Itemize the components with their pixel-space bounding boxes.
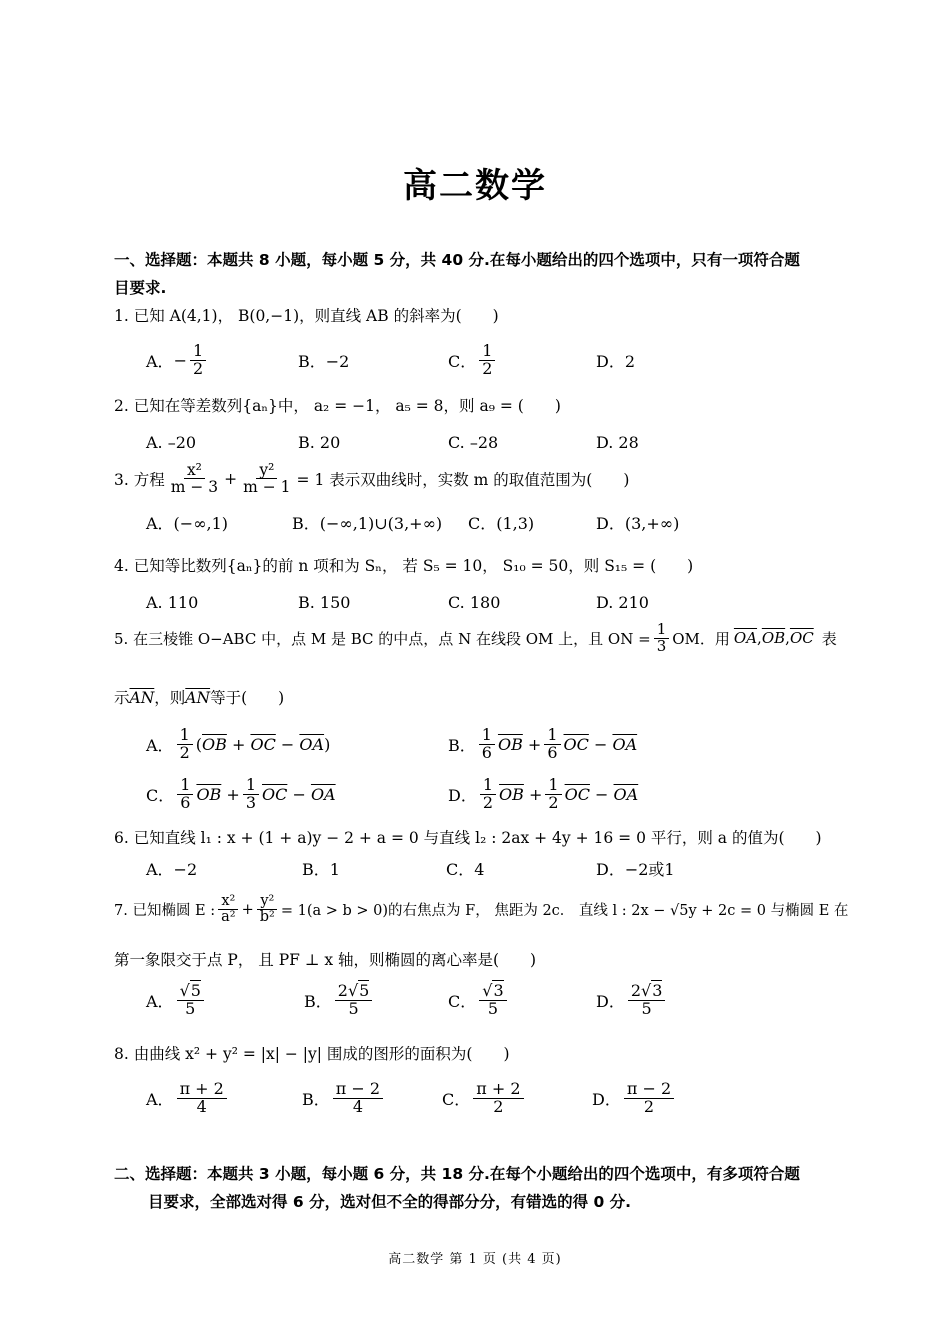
denominator: 4 [352,1096,363,1116]
stem-text: 示 [114,689,130,707]
option-d[interactable]: D． $\frac{1}{2}$ $\overline{OB}$ + $\frac{1}{2}$ $\overline{OC}$ − $\overline{OA}$ [448,774,639,812]
fraction [190,340,206,378]
fraction-y [240,462,293,496]
plus-sign: + [241,901,254,918]
question-3-stem [114,462,840,496]
option-d[interactable]: D. 210 [596,592,649,612]
option-c[interactable]: C．4 [446,859,485,879]
denominator: 6 [547,742,558,762]
option-b[interactable]: B. 20 [298,432,341,452]
vector-ob: $\overline{OB}$ [196,784,222,804]
option-label: B． [302,1089,330,1109]
option-b[interactable]: B. 150 [298,592,351,612]
question-4-options [146,582,846,622]
fraction-x [168,462,221,496]
expression: $(\overline{OB} + \overline{OC} - \overline{OA})$ [195,734,331,754]
option-a[interactable] [146,1078,230,1118]
numerator: 1 [190,343,206,361]
option-d[interactable]: D. 28 [596,432,639,452]
stem-part-c: 表 [821,629,837,648]
numerator: 1 [479,727,495,745]
fraction [177,1078,227,1116]
denominator: 2 [493,1096,504,1116]
fraction-third [243,774,259,812]
numerator: y² [257,894,277,910]
numerator: 2√3 [628,983,666,1001]
fraction [479,980,506,1018]
denominator: 2 [482,358,493,378]
numerator: 1 [654,622,670,639]
fraction [177,980,204,1018]
option-c[interactable]: C. 180 [448,592,501,612]
vector-ob: $\overline{OB}$ [497,734,523,754]
option-b[interactable]: B．(−∞,1)∪(3,+∞) [292,513,443,533]
vector-oc: $\overline{OC}$ [789,629,814,648]
radicand: 3 [493,980,504,1000]
plus-sign: + [224,469,238,488]
section-2-line2: 目要求，全部选对得 6 分，选对但不全的得部分分，有错选的得 0 分. [148,1193,632,1211]
numerator: 1 [177,727,193,745]
question-3-options [146,502,846,542]
coefficient: 2 [337,980,348,1000]
denominator: 2 [548,792,559,812]
section-2-line1: 二、选择题：本题共 3 小题，每小题 6 分，共 18 分.在每个小题给出的四个选项中，有多项符合题 [114,1165,800,1183]
numerator: √5 [177,983,204,1001]
option-a[interactable]: A．−2 [146,859,198,879]
section-2-header [114,1160,840,1216]
numerator: π + 2 [177,1081,227,1099]
numerator: 1 [480,777,496,795]
fraction-half [545,774,561,812]
vector-an: $\overline{AN}$ [129,689,155,707]
question-2-stem: 2. 已知在等差数列{aₙ}中， a₂ = −1， a₅ = 8，则 a₉ = ( ) [114,397,561,415]
vector-ob: $\overline{OB}$ [761,629,786,648]
question-5-line2 [114,686,840,708]
section-1-line2: 目要求. [114,279,167,297]
denominator: m − 1 [243,478,291,497]
denominator: 2 [643,1096,655,1116]
stem-part-b: OM．用 [672,629,730,648]
numerator: π − 2 [333,1081,383,1099]
vector-an: $\overline{AN}$ [185,689,211,707]
radicand: 3 [652,980,663,1000]
vector-oa: $\overline{OA}$ [310,784,336,804]
option-d[interactable] [596,980,668,1020]
fraction [333,1078,383,1116]
vector-oa: $\overline{OA}$ [733,629,758,648]
option-label: A． [146,735,174,755]
numerator: 1 [243,777,259,795]
option-a[interactable] [146,340,209,380]
fraction-sixth [544,724,560,762]
vector-oc: $\overline{OC}$ [564,784,590,804]
option-d[interactable] [592,1078,677,1118]
vector-ob: $\overline{OB}$ [499,784,524,804]
option-label: C． [146,785,175,805]
option-a[interactable] [146,980,207,1020]
denominator: 2 [179,742,190,762]
numerator: 1 [544,727,560,745]
option-a[interactable] [146,724,330,764]
option-label: A． [146,1089,174,1109]
fraction-one-third [654,622,670,655]
numerator: π + 2 [473,1081,523,1099]
option-c[interactable]: C．(1,3) [468,513,535,533]
numerator: 1 [177,777,193,795]
denominator: 4 [196,1096,207,1116]
denominator: 2 [192,358,204,378]
fraction-sixth [479,724,495,762]
option-label: D． [596,991,625,1011]
option-label: C． [448,991,477,1011]
question-1-options [146,340,846,380]
fraction-half [480,774,496,812]
fraction [335,980,373,1018]
vector-ob: $\overline{OB}$ [202,734,227,754]
question-7-stem [114,893,849,926]
page-title: 高二数学 [403,166,547,206]
vector-oc: $\overline{OC}$ [563,734,589,754]
option-c[interactable] [442,1078,527,1118]
fraction-y [257,894,278,925]
stem-prefix: 7. 已知椭圆 E : [114,903,216,920]
option-b[interactable]: B．−2 [298,351,350,371]
denominator: 5 [487,998,499,1018]
option-a[interactable]: A. –20 [146,432,197,452]
fraction [628,980,666,1018]
option-label: C． [442,1089,471,1109]
question-8-stem: 8. 由曲线 x² + y² = |x| − |y| 围成的图形的面积为( ) [114,1045,510,1063]
numerator: x² [218,894,238,910]
radicand: 5 [359,980,370,1000]
option-label: D． [592,1089,621,1109]
option-label: D． [448,785,477,805]
stem-suffix: = 1 表示双曲线时，实数 m 的取值范围为( ) [296,470,630,489]
vector-oa: $\overline{OA}$ [612,734,638,754]
question-1-stem: 1. 已知 A(4,1)， B(0,−1)，则直线 AB 的斜率为( ) [114,307,499,325]
stem-text: ，则 [154,689,186,707]
option-a[interactable]: A. 110 [146,592,199,612]
option-d[interactable]: D．2 [596,351,636,371]
question-4-stem: 4. 已知等比数列{aₙ}的前 n 项和为 Sₙ， 若 S₅ = 10， S₁₀ = 50，则 S₁₅ = ( ) [114,557,694,575]
page-footer: 高二数学 第 1 页 (共 4 页) [388,1252,562,1267]
radicand: 5 [190,980,201,1000]
question-7-line2: 第一象限交于点 P， 且 PF ⊥ x 轴，则椭圆的离心率是( ) [114,951,537,969]
vector-oa: $\overline{OA}$ [613,784,639,804]
option-a[interactable]: A．(−∞,1) [146,513,229,533]
fraction [624,1078,674,1116]
fraction-half [177,724,193,762]
option-d[interactable]: D．(3,+∞) [596,513,680,533]
numerator: 2√5 [335,983,373,1001]
question-2-options [146,422,846,462]
numerator: 1 [479,343,495,361]
vector-oa: $\overline{OA}$ [299,734,325,754]
denominator: a² [221,909,236,926]
question-5-stem: 5. 在三棱锥 O−ABC 中，点 M 是 BC 的中点，点 N 在线段 OM 上，且 ON = $\frac{1}{3}$ OM．用 $\overline{OA}$ , $\overline{OB}$ , $\overline{OC}$ 表 [114,620,837,655]
section-1-line1: 一、选择题：本题共 8 小题，每小题 5 分，共 40 分.在每小题给出的四个选项中，只有一项符合题 [114,251,800,269]
denominator: 5 [348,998,359,1018]
numerator: y² [256,462,277,479]
minus-sign: − [173,350,187,370]
numerator: π − 2 [624,1081,674,1099]
numerator: 1 [545,777,561,795]
section-1-header [114,246,840,302]
fraction [479,340,495,378]
vector-oc: $\overline{OC}$ [250,734,276,754]
question-7-options [146,980,846,1020]
question-6-stem: 6. 已知直线 l₁ : x + (1 + a)y − 2 + a = 0 与直线 l₂ : 2ax + 4y + 16 = 0 平行，则 a 的值为( ) [114,829,822,847]
option-label: C． [448,351,477,371]
denominator: 5 [185,998,196,1018]
option-label: B． [304,991,332,1011]
question-8-options [146,1078,846,1118]
stem-prefix: 3. 方程 [114,470,165,489]
denominator: 3 [656,636,667,655]
fraction-sixth [177,774,193,812]
denominator: 2 [482,792,494,812]
question-5-options-row2 [146,774,846,814]
option-c[interactable] [448,980,510,1020]
option-b[interactable] [302,1078,386,1118]
option-label: A． [146,351,174,371]
option-c[interactable] [448,340,498,380]
numerator: √3 [479,983,506,1001]
numerator: x² [184,462,205,479]
option-d[interactable]: D．−2或1 [596,859,675,879]
denominator: 6 [481,742,492,762]
fraction [473,1078,523,1116]
denominator: 3 [245,792,256,812]
stem-suffix: = 1(a > b > 0)的右焦点为 F， 焦距为 2c． 直线 l : 2x − √5y + 2c = 0 与椭圆 E 在 [280,903,849,920]
denominator: 6 [180,792,191,812]
stem-text: 等于( ) [210,689,285,707]
denominator: b² [259,909,275,926]
stem-part-a: 5. 在三棱锥 O−ABC 中，点 M 是 BC 的中点，点 N 在线段 OM 上，且 ON = [114,629,651,648]
coefficient: 2 [630,980,642,1000]
option-c[interactable]: C． $\frac{1}{6}$ $\overline{OB}$ + $\frac{1}{3}$ $\overline{OC}$ − $\overline{OA}$ [146,774,336,812]
vector-oc: $\overline{OC}$ [262,784,288,804]
fraction-x [218,894,238,925]
option-b[interactable]: B．1 [302,859,340,879]
option-label: B． [448,735,476,755]
option-b[interactable] [304,980,375,1020]
option-b[interactable]: B． $\frac{1}{6}$ $\overline{OB}$ + $\frac{1}{6}$ $\overline{OC}$ − $\overline{OA}$ [448,724,638,762]
denominator: m − 3 [170,478,219,497]
option-label: A． [146,991,174,1011]
denominator: 5 [641,998,652,1018]
question-6-options [146,848,846,888]
option-c[interactable]: C. –28 [448,432,499,452]
question-5-options-row1 [146,724,846,764]
